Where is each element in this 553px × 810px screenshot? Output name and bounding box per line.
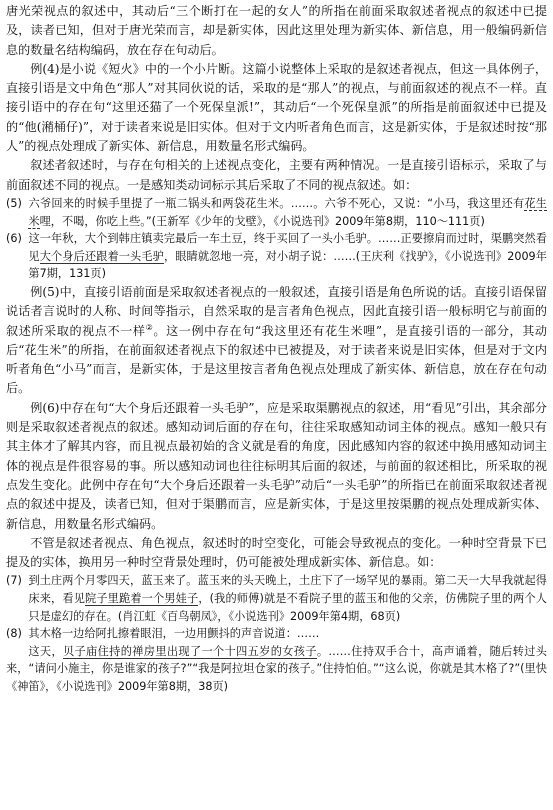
example-text: 这天， [28, 644, 64, 658]
underlined-phrase: 大个身后还跟着一头毛驴 [39, 249, 164, 263]
example-text: 其木格一边给阿扎擦着眼泪，一边用颤抖的声音说道：…… [28, 627, 320, 641]
paragraph-6: 不管是叙述者视点、角色视点，叙述时的时空变化，可能会导致视点的变化。一种时空背景下已提及的实体，换用另一种时空背景处理时，仍可能被处理成新实体、新信息。如： [6, 535, 547, 570]
example-6 [6, 230, 547, 283]
paragraph-text: 。这一例中存在句“我这里还有花生米哩”，是直接引语的一部分，其动后“花生米”的所指，在前面叙述者视点下的叙述中已被提及，对于读者来说是旧实体，但是对于文内听者角色“小马”而言，是新实体，于是这里按言者角色视点处理成了新实体、新信息，放在存在句动后。 [6, 323, 548, 396]
example-number: (5) [6, 196, 22, 210]
paragraph-3: 叙述者叙述时，与存在句相关的上述视点变化，主要有两种情况。一是直接引语标示，采取了与前面叙述不同的视点。一是感知类动词标示其后采取了不同的视点叙述。如： [6, 158, 547, 192]
underlined-phrase: 贝子庙住持的禅房里出现了一个十四五岁的女孩子 [63, 644, 317, 658]
paragraph-2: 例(4)是小说《短火》中的一个小片断。这篇小说整体上采取的是叙述者视点，但这一具体例子，直接引语是文中角色“那人”对其同伙说的话，采取的是“那人”的视点，与前面叙述的视点不一样。直接引语中的存在句“这里还猫了一个死保皇派!”，其动后“一个死保皇派”的所指是前面叙述中已提及的“他(潲桶仔)”，对于读者来说是旧实体。但对于文内听者角色而言，这是新实体，于是叙述时按“那人”的视点处理成了新实体、新信息，用数量名形式编码。 [6, 61, 547, 154]
example-number: (6) [6, 232, 22, 246]
example-text: 。……住持双手合十，高声诵着，随后转过头来，“请问小施主，你是谁家的孩子?”“我是阿拉坦仓家的孩子。”住持怕伯。”“这么说，你就是其木格了?”(里快《神笛》，《小说选刊》2009年第8期，38页) [6, 644, 547, 693]
paragraph-4 [6, 283, 547, 399]
paragraph-text: 例(5)中，直接引语前面是采取叙述者视点的一般叙述，直接引语是角色所说的话。直接引语保留说话者言说时的人称、时间等指示，自然采取的是言者角色视点，因此直接引语一般标明它与前面的叙述所采取的视点不一样 [6, 284, 547, 338]
example-text: “小马，我这里还有 [427, 196, 525, 210]
example-text: 这一年秋，大个到韩庄镇卖完最后一车土豆，终于买回了一头小毛驴。……正要擦肩而过时，渠鹏突然看见 [28, 232, 547, 263]
example-text: 六爷回来的时候手里提了一瓶二锅头和两袋花生米。……。六爷不死心，又说： [28, 196, 428, 210]
example-5 [6, 195, 547, 230]
paragraph-5: 例(6)中存在句“大个身后还跟着一头毛驴”，应是采取渠鹏视点的叙述，用“看见”引出，其余部分则是采取叙述者视点的叙述。感知动词后面的存在句，往往采取感知动词主体的视点。感知一般只有其主体才了解其内容，而且视点最初始的含义就是看的角度，因此感知内容的叙述中换用感知动词主体的视点是件很容易的事。所以感知动词也往往标明其后面的叙述，与前面的叙述相比，所采取的视点发生变化。此例中存在句“大个身后还跟着一头毛驴”动后“一头毛驴”的所指已在前面采取叙述者视点的叙述中提及，读者已知，但对于渠鹏而言，应是新实体，于是这里按渠鹏的视点处理成新实体、新信息，用数量名形式编码。 [6, 400, 547, 531]
example-text: ，(我的师傅)就是不看院子里的蓝玉和他的父亲，仿佛院子里的两个人只是虚幻的存在。(肖江虹《百鸟朝凤》，《小说选刊》2009年第4期，68页) [28, 591, 547, 623]
example-text: 哩，不喝，你吃上些。”(王新军《少年的戈壁》，《小说选刊》2009年第8期，110～111页) [39, 214, 485, 228]
example-text: 到土庄两个月零四天，蓝玉来了。蓝玉来的头天晚上，土庄下了一场罕见的暴雨。第二天一大早我就起得床来，看见 [28, 574, 547, 605]
example-number: (8) [6, 627, 22, 641]
example-8 [6, 625, 547, 643]
underlined-phrase: 院子里跪着一个男娃子 [85, 591, 199, 605]
underlined-phrase: 花生米 [28, 196, 547, 228]
footnote-mark: ② [145, 322, 154, 332]
example-text: ，眼睛就忽地一亮，对小胡子说：……(王庆利《找驴》，《小说选刊》2009年第7期，131页) [28, 249, 547, 281]
paragraph-1: 唐光荣视点的叙述中，其动后“三个断打在一起的女人”的所指在前面采取叙述者视点的叙述中已提及，读者已知，但对于唐光荣而言，却是新实体，因此这里处理为新实体、新信息，用一般编码新信息的数量名结构编码，放在存在句动后。 [6, 4, 547, 57]
example-7 [6, 572, 547, 625]
example-8-continued [6, 643, 547, 696]
example-number: (7) [6, 574, 22, 588]
